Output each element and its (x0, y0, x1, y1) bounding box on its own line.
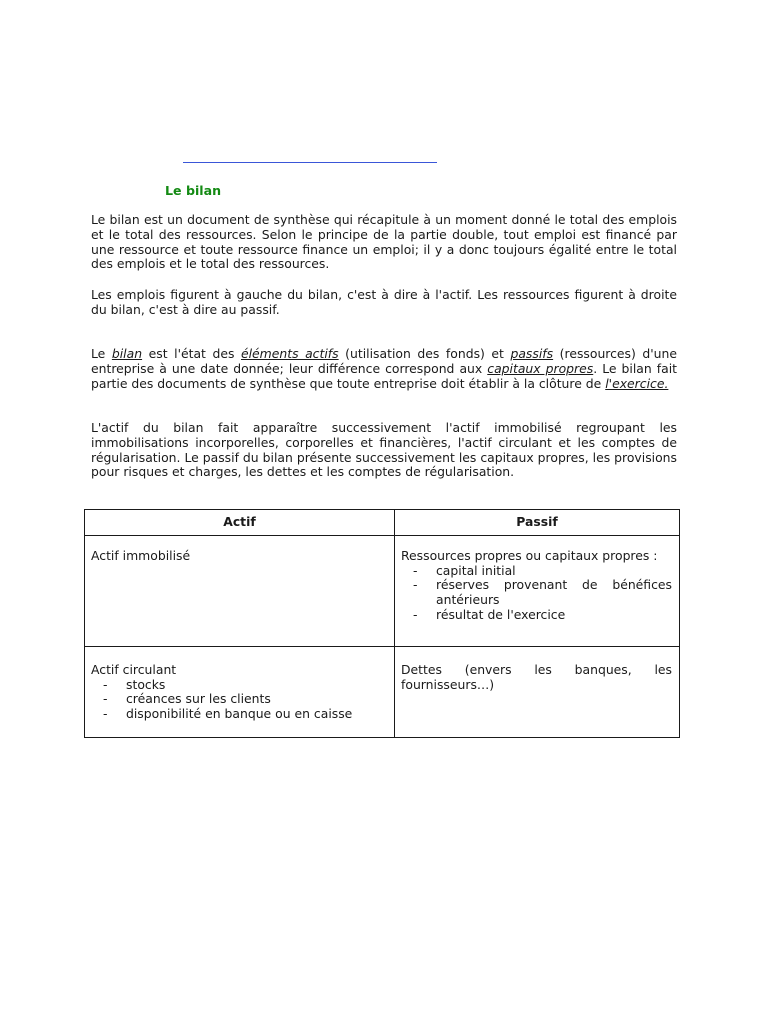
paragraph-bilan-etat (91, 347, 677, 391)
paragraph-emplois-ressources: Les emplois figurent à gauche du bilan, c'est à dire à l'actif. Les ressources figurent à droite du bilan, c'est à dire au passif. (91, 287, 677, 317)
bilan-table (84, 509, 680, 738)
top-divider-line (183, 162, 437, 163)
link-passifs[interactable]: passifs (510, 346, 554, 361)
header-actif: Actif (85, 510, 395, 536)
link-bilan[interactable]: bilan (111, 346, 143, 361)
cell-dettes: Dettes (envers les banques, les fournisseurs…) (395, 646, 680, 737)
list (91, 678, 387, 722)
list-item: - stocks (91, 678, 387, 693)
text-fragment: (ressources) d'une entreprise à une date donnée; leur différence correspond aux (91, 346, 678, 376)
list-item: - résultat de l'exercice (401, 608, 672, 623)
cell-heading: Actif circulant (91, 661, 177, 677)
link-exercice[interactable]: l'exercice. (605, 375, 669, 391)
cell-capitaux-propres (395, 535, 680, 646)
link-capitaux-propres[interactable]: capitaux propres (487, 360, 594, 376)
cell-actif-circulant (85, 646, 395, 737)
list-item: - capital initial (401, 564, 672, 579)
table-row (85, 646, 680, 737)
text-fragment: . Le bilan fait partie des documents de synthèse que toute entreprise doit établir à la clôture de (91, 360, 678, 391)
list-item: - créances sur les clients (91, 692, 387, 707)
paragraph-definition: Le bilan est un document de synthèse qui récapitule à un moment donné le total des emplois et le total des ressources. Selon le principe de la partie double, tout emploi est financé par une ressource et toute ressource finance un emploi; il y a donc toujours égalité entre le total des emplois et le total des ressources. (91, 212, 677, 272)
list (401, 564, 672, 623)
list-item: - disponibilité en banque ou en caisse (91, 707, 387, 722)
link-elements-actifs[interactable]: éléments actifs (240, 346, 339, 361)
cell-actif-immobilise: Actif immobilisé (85, 535, 395, 646)
table-header-row (85, 510, 680, 536)
text-fragment: Le (91, 346, 112, 361)
text-fragment: (utilisation des fonds) et (338, 346, 511, 361)
table-row (85, 535, 680, 646)
paragraph-actif-passif-details: L'actif du bilan fait apparaître successivement l'actif immobilisé regroupant les immobilisations incorporelles, corporelles et financières, l'actif circulant et les comptes de régularisation. Le passif du bilan présente successivement les capitaux propres, les provisions pour risques et charges, les dettes et les comptes de régularisation. (91, 420, 677, 480)
cell-heading: Ressources propres ou capitaux propres : (401, 547, 658, 563)
page-title: Le bilan (165, 183, 222, 198)
text-fragment: est l'état des (142, 346, 241, 361)
list-item: - réserves provenant de bénéfices antérieurs (401, 578, 672, 608)
header-passif: Passif (395, 510, 680, 536)
